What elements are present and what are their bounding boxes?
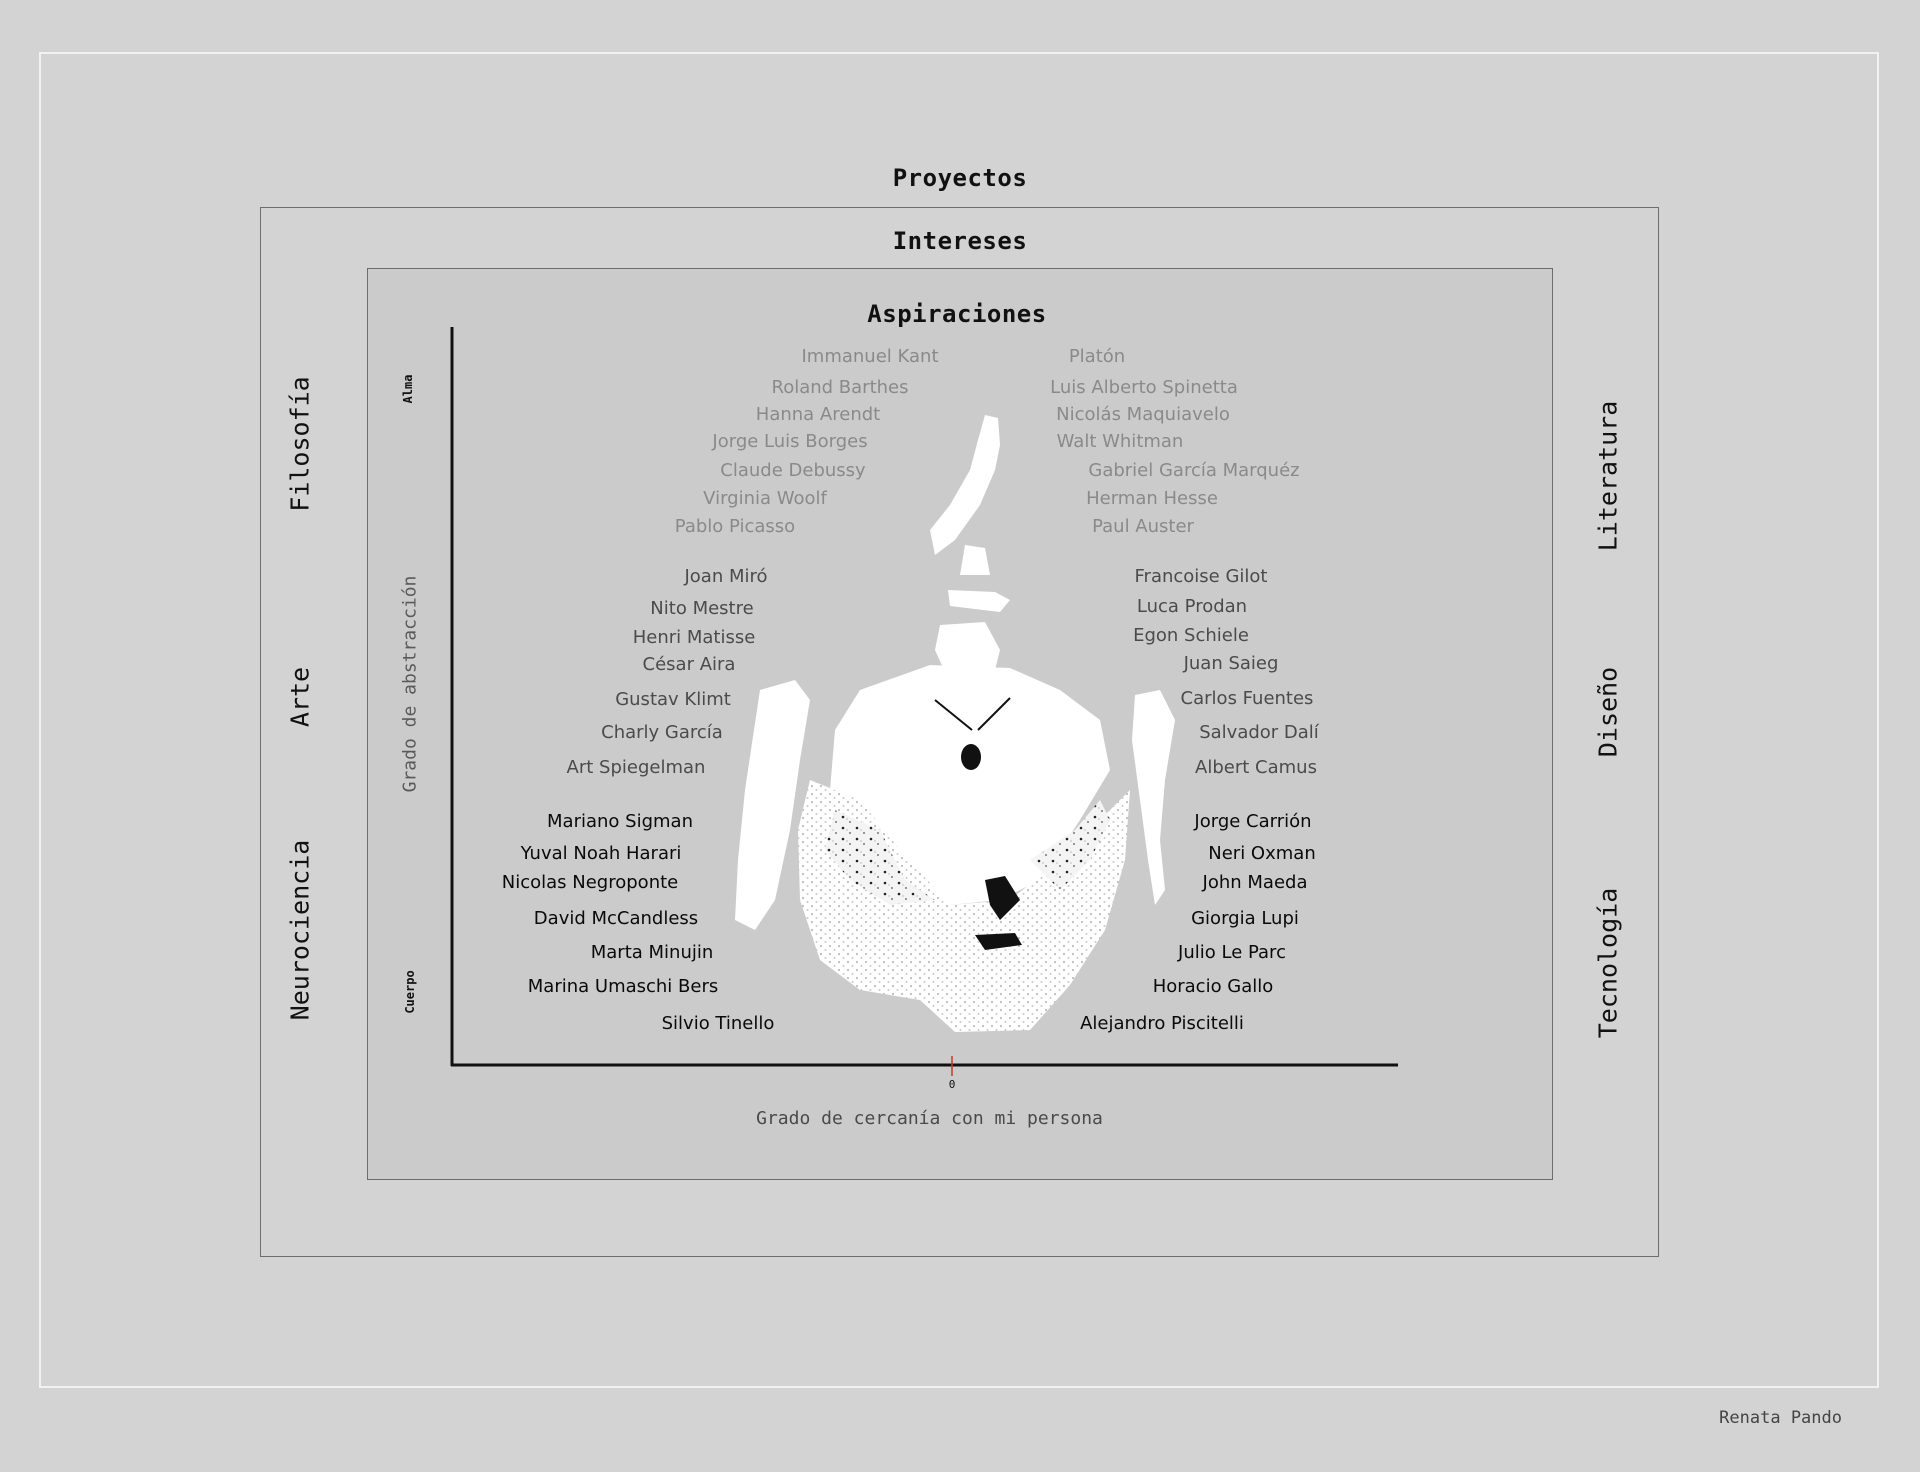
person-name-left: Immanuel Kant <box>801 346 939 367</box>
label-tecnologia: Tecnología <box>1593 887 1623 1039</box>
person-name-left: César Aira <box>642 654 736 675</box>
axis-cuerpo: Cuerpo <box>403 970 417 1014</box>
person-name-right: Albert Camus <box>1195 757 1317 778</box>
person-name-right: Francoise Gilot <box>1134 566 1268 587</box>
person-name-right: Egon Schiele <box>1133 625 1249 646</box>
label-diseno: Diseño <box>1593 666 1623 758</box>
x-axis-label: Grado de cercanía con mi persona <box>756 1108 1103 1129</box>
person-name-left: Nito Mestre <box>650 598 754 619</box>
person-name-right: Jorge Carrión <box>1194 811 1312 832</box>
person-name-right: Nicolás Maquiavelo <box>1056 404 1230 425</box>
label-filosofia: Filosofía <box>285 376 315 512</box>
title-intereses: Intereses <box>892 227 1028 255</box>
person-name-right: Carlos Fuentes <box>1180 688 1314 709</box>
person-name-left: Marta Minujin <box>590 942 714 963</box>
y-axis-label: Grado de abstracción <box>399 575 421 793</box>
left-arm <box>735 680 810 930</box>
label-literatura: Literatura <box>1593 400 1623 552</box>
person-name-left: Henri Matisse <box>632 627 756 648</box>
person-name-left: Charly García <box>601 722 723 743</box>
person-name-left: Yuval Noah Harari <box>520 843 682 864</box>
person-name-right: Horacio Gallo <box>1152 976 1274 997</box>
person-name-right: Julio Le Parc <box>1178 942 1286 963</box>
person-name-left: David McCandless <box>533 908 699 929</box>
person-name-right: Walt Whitman <box>1056 431 1184 452</box>
person-name-right: Neri Oxman <box>1208 843 1316 864</box>
necklace-pendant <box>961 744 981 770</box>
person-name-right: Juan Saieg <box>1183 653 1279 674</box>
person-name-left: Jorge Luis Borges <box>712 431 868 452</box>
face-highlight <box>930 415 1000 555</box>
cheek-highlight <box>960 545 990 575</box>
person-name-right: Alejandro Piscitelli <box>1080 1013 1244 1034</box>
x-origin-label: 0 <box>948 1078 956 1091</box>
chin-highlight <box>948 590 1010 612</box>
person-name-left: Claude Debussy <box>720 460 866 481</box>
person-name-right: John Maeda <box>1202 872 1308 893</box>
person-name-right: Gabriel García Marquéz <box>1088 460 1300 481</box>
neck-shape <box>935 622 1000 672</box>
person-name-right: Paul Auster <box>1092 516 1194 537</box>
person-name-right: Luca Prodan <box>1136 596 1248 617</box>
title-proyectos: Proyectos <box>892 164 1028 192</box>
person-name-right: Luis Alberto Spinetta <box>1050 377 1238 398</box>
person-name-left: Joan Miró <box>684 566 768 587</box>
axis-alma: Alma <box>401 374 415 404</box>
label-arte: Arte <box>285 666 315 728</box>
person-name-left: Gustav Klimt <box>615 689 731 710</box>
label-neurociencia: Neurociencia <box>285 839 315 1021</box>
right-arm <box>1132 690 1175 905</box>
person-name-left: Art Spiegelman <box>566 757 706 778</box>
person-name-left: Silvio Tinello <box>661 1013 775 1034</box>
person-name-left: Pablo Picasso <box>674 516 796 537</box>
person-name-left: Marina Umaschi Bers <box>527 976 719 997</box>
person-name-left: Mariano Sigman <box>547 811 693 832</box>
person-name-left: Nicolas Negroponte <box>501 872 679 893</box>
person-name-right: Giorgia Lupi <box>1191 908 1299 929</box>
person-name-right: Platón <box>1068 346 1126 367</box>
person-name-left: Hanna Arendt <box>755 404 881 425</box>
person-name-right: Herman Hesse <box>1086 488 1218 509</box>
title-aspiraciones: Aspiraciones <box>867 300 1047 328</box>
person-name-left: Roland Barthes <box>771 377 909 398</box>
author-signature: Renata Pando <box>1719 1408 1842 1428</box>
person-name-left: Virginia Woolf <box>703 488 827 509</box>
person-name-right: Salvador Dalí <box>1199 722 1319 743</box>
